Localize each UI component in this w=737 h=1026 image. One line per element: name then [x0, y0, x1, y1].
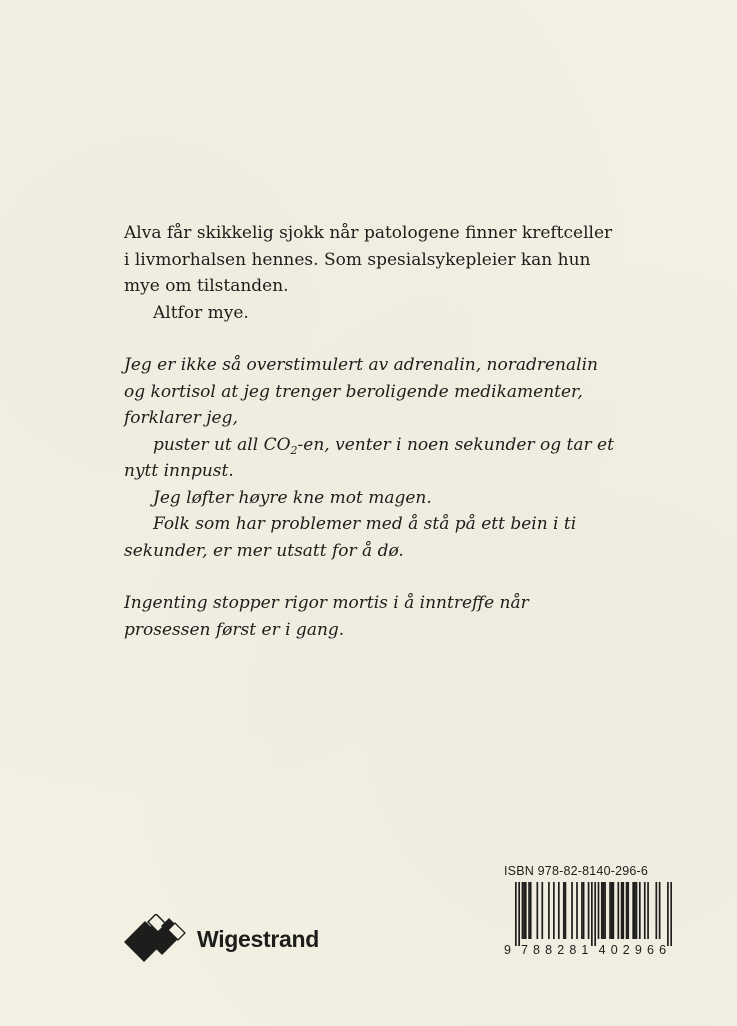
barcode-first-digit: 9: [504, 943, 511, 957]
barcode-guard-bar: [667, 882, 669, 946]
barcode-bar: [525, 882, 527, 939]
barcode-bar: [528, 882, 530, 939]
barcode-bar: [621, 882, 623, 939]
barcode-bar: [613, 882, 615, 939]
barcode-bar: [659, 882, 661, 939]
excerpt-text-after-sub: -en, venter i noen sekunder og tar et nytt innpust.: [124, 434, 614, 481]
barcode-bar: [553, 882, 555, 939]
publisher-name: Wigestrand: [197, 926, 320, 952]
barcode-bar: [581, 882, 583, 939]
barcode-guard-bar: [518, 882, 520, 946]
barcode-bar: [576, 882, 578, 939]
barcode-bar: [634, 882, 636, 939]
isbn-label: ISBN 978-82-8140-296-6: [504, 864, 649, 878]
barcode-bar: [523, 882, 525, 939]
barcode-bar: [598, 882, 600, 939]
subscript-two: 2: [290, 443, 298, 457]
barcode-left-digits: 788281: [520, 943, 589, 957]
barcode-bar: [626, 882, 628, 939]
barcode-bar: [644, 882, 646, 939]
blurb-paragraph-1: Alva får skikkelig sjokk når patologene finner kreftceller i livmorhalsen hennes. Som spesialsykepleier kan hun mye om tilstanden.: [124, 223, 613, 296]
barcode-bar: [541, 882, 543, 939]
barcode-bar: [548, 882, 550, 939]
barcode-bar: [603, 882, 605, 939]
blurb-text: [124, 220, 614, 643]
barcode-guard-bar: [591, 882, 593, 946]
barcode-bar: [655, 882, 657, 939]
barcode-bar: [522, 882, 524, 939]
excerpt-paragraph-5: Ingenting stopper rigor mortis i å inntreffe når prosessen først er i gang.: [124, 593, 529, 640]
barcode-bar: [565, 882, 567, 939]
barcode-bar: [604, 882, 606, 939]
barcode-right-digits: 402966: [598, 943, 667, 957]
barcode-bar: [647, 882, 649, 939]
excerpt-paragraph-2: [124, 432, 614, 485]
excerpt-paragraph-4: Folk som har problemer med å stå på ett bein i ti sekunder, er mer utsatt for å dø.: [124, 514, 577, 561]
barcode-graphic: [504, 882, 672, 958]
paragraph-gap: [124, 326, 614, 352]
barcode-guard-bar: [594, 882, 596, 946]
excerpt-paragraph-3: Jeg løfter høyre kne mot magen.: [153, 487, 432, 508]
barcode-guard-bar: [670, 882, 672, 946]
barcode-bar: [627, 882, 629, 939]
barcode-bar: [639, 882, 641, 939]
isbn-barcode: [504, 882, 672, 958]
barcode-bar: [588, 882, 590, 939]
blurb-paragraph-2: Altfor mye.: [153, 302, 249, 323]
barcode-bar: [622, 882, 624, 939]
barcode-bar: [571, 882, 573, 939]
barcode-bar: [536, 882, 538, 939]
barcode-guard-bar: [515, 882, 517, 946]
barcode-bar: [632, 882, 634, 939]
barcode-bar: [530, 882, 532, 939]
excerpt-text-before-sub: puster ut all CO: [153, 434, 291, 455]
barcode-bar: [609, 882, 611, 939]
publisher-logo: [123, 914, 343, 964]
barcode-bar: [611, 882, 613, 939]
barcode-bar: [636, 882, 638, 939]
barcode-bar: [558, 882, 560, 939]
barcode-bar: [563, 882, 565, 939]
barcode-bar: [617, 882, 619, 939]
barcode-bar: [601, 882, 603, 939]
stacked-books-icon: [123, 914, 189, 964]
paragraph-gap: [124, 564, 614, 590]
barcode-bar: [583, 882, 585, 939]
excerpt-paragraph-1: Jeg er ikke så overstimulert av adrenalin, noradrenalin og kortisol at jeg trenger beroligende medikamenter, forklarer jeg,: [124, 355, 598, 428]
